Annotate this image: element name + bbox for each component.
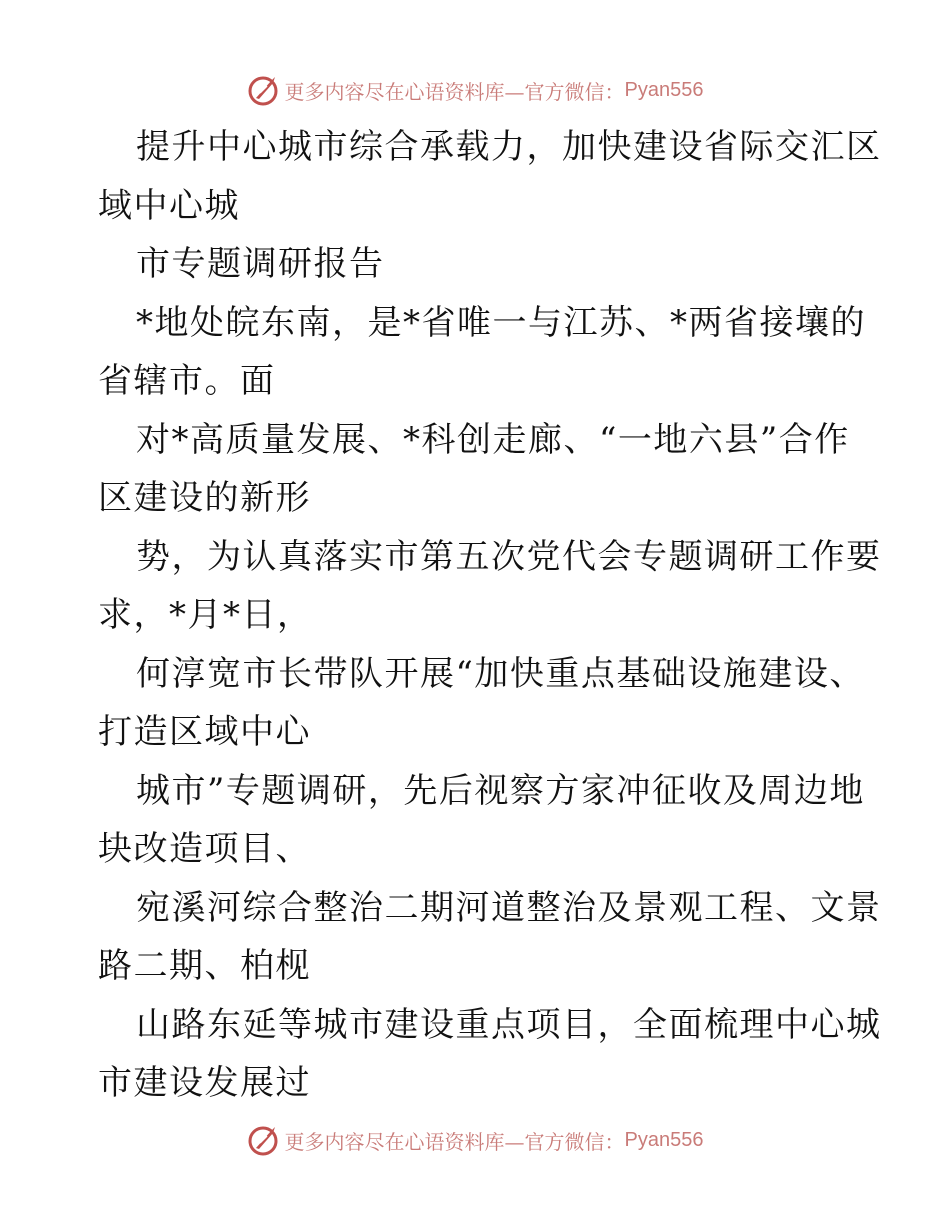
text-line: 打造区域中心 — [98, 712, 311, 752]
text-line: 城市”专题调研，先后视察方家冲征收及周边地 — [136, 770, 865, 811]
text-line: 域中心城 — [98, 185, 240, 226]
text-line: 区建设的新形 — [98, 478, 311, 518]
footer-banner — [0, 1120, 950, 1160]
text-line: 对*高质量发展、*科创走廊、“一地六县”合作 — [136, 419, 850, 460]
text-line: 山路东延等城市建设重点项目，全面梳理中心城 — [136, 1004, 882, 1045]
quill-logo-icon — [247, 1123, 281, 1157]
text-line: 市建设发展过 — [98, 1063, 311, 1103]
banner-wechat-handle: Pyan556 — [624, 1128, 704, 1151]
text-line: 省辖市。面 — [98, 361, 276, 401]
text-line: 提升中心城市综合承载力，加快建设省际交汇区 — [136, 127, 882, 167]
banner-wechat-handle: Pyan556 — [624, 78, 704, 101]
text-line: 何淳宽市长带队开展“加快重点基础设施建设、 — [136, 653, 865, 694]
header-banner — [0, 70, 950, 110]
banner-text: 更多内容尽在心语资料库—官方微信： — [284, 79, 625, 104]
document-body — [98, 118, 882, 1113]
banner-text: 更多内容尽在心语资料库—官方微信： — [284, 1129, 625, 1154]
quill-logo-icon — [247, 73, 281, 107]
text-line: 势，为认真落实市第五次党代会专题调研工作要 — [136, 536, 882, 577]
text-line: 求，*月*日， — [98, 595, 313, 635]
text-line: *地处皖东南，是*省唯一与江苏、*两省接壤的 — [136, 302, 866, 343]
text-line: 市专题调研报告 — [136, 244, 385, 284]
text-line: 路二期、柏枧 — [98, 946, 311, 986]
text-line: 块改造项目、 — [98, 829, 311, 869]
text-line: 宛溪河综合整治二期河道整治及景观工程、文景 — [136, 887, 882, 928]
